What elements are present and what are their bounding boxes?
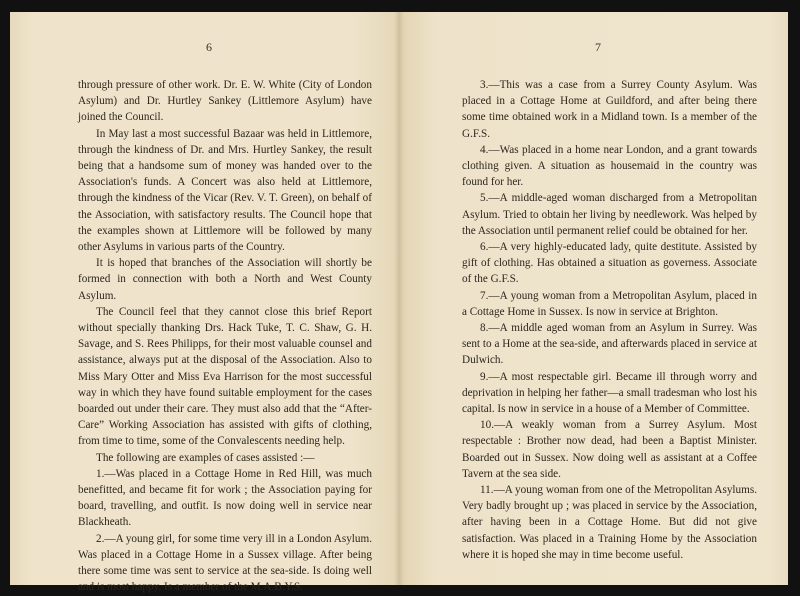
page-number: 6 [206,40,212,54]
paragraph: 2.—A young girl, for some time very ill in a London Asylum. Was placed in a Cottage Home in a Sussex village. After being there some time was sent to service at the sea-side. Is doing well and is most happy. Is a member of the M.A.B.Y.S. [78,532,372,594]
right-page [399,12,788,585]
paragraph: The Council feel that they cannot close this brief Report without specially thanking Drs. Hack Tuke, T. C. Shaw, G. H. Savage, and S. Rees Philipps, for their most valuable counsel and assistance, always put at the disposal of the Association. Also to Miss Mary Otter and Miss Eva Harrison for the most successful way in which they have found suitable employment for the cases boarded out under their care. They must also add that the “After-Care” Working Association has assisted with gifts of clothing, from time to time, some of the Convalescents needing help. [78,305,372,448]
paragraph: 4.—Was placed in a home near London, and a grant towards clothing given. A situation as housemaid in the country was found for her. [462,143,757,189]
paragraph: The following are examples of cases assisted :— [96,451,315,464]
paragraph: 3.—This was a case from a Surrey County Asylum. Was placed in a Cottage Home at Guildford, and after being there some time obtained work in a Midland town. Is a member of the G.F.S. [462,79,757,140]
left-page [10,12,399,594]
paragraph: 1.—Was placed in a Cottage Home in Red Hill, was much benefitted, and became fit for work ; the Association paying for board, travelling, and outfit. Is now doing well in service near Blackheath. [78,467,372,529]
page-number: 7 [595,40,601,54]
paragraph: 11.—A young woman from one of the Metropolitan Asylums. Very badly brought up ; was placed in service by the Association, after having been in a Cottage Home. But did not give satisfaction. Was placed in a Training Home by the Association where it is hoped she may in time become useful. [462,484,757,561]
paragraph: through pressure of other work. Dr. E. W. White (City of London Asylum) and Dr. Hurtley Sankey (Littlemore Asylum) have joined the Council. [78,79,372,124]
paragraph: 5.—A middle-aged woman discharged from a Metropolitan Asylum. Tried to obtain her living by needlework. Was helped by the Association until permanent relief could be obtained for her. [462,192,757,237]
right-page-body [462,77,757,563]
paragraph: 7.—A young woman from a Metropolitan Asylum, placed in a Cottage Home in Sussex. Is now in service at Brighton. [462,289,757,318]
paragraph: It is hoped that branches of the Association will shortly be formed in connection with both a North and West County Asylum. [78,257,372,302]
paragraph: 8.—A middle aged woman from an Asylum in Surrey. Was sent to a Home at the sea-side, and afterwards placed in service at Dulwich. [462,322,757,367]
paragraph: In May last a most successful Bazaar was held in Littlemore, through the kindness of Dr. and Mrs. Hurtley Sankey, the result being that a handsome sum of money was handed over to the Association's funds. A Concert was also held at Littlemore, through the kindness of the Vicar (Rev. V. T. Green), on behalf of the Association, with satisfactory results. The Council hope that the examples shown at Littlemore will be followed by many other Asylums in various parts of the Country. [78,127,372,254]
book-spread [10,12,788,594]
book-gutter [394,12,404,585]
paragraph: 9.—A most respectable girl. Became ill through worry and deprivation in helping her father—a small tradesman who lost his capital. Is now in service in a house of a Member of Committee. [462,370,757,416]
paragraph: 10.—A weakly woman from a Surrey Asylum. Most respectable : Brother now dead, had been a Baptist Minister. Boarded out in Sussex. Now doing well as assistant at a Coffee Tavern at the sea side. [462,419,757,480]
paragraph: 6.—A very highly-educated lady, quite destitute. Assisted by gift of clothing. Has obtained a situation as governess. Associate of the G.F.S. [462,241,757,286]
left-page-body [78,77,372,596]
